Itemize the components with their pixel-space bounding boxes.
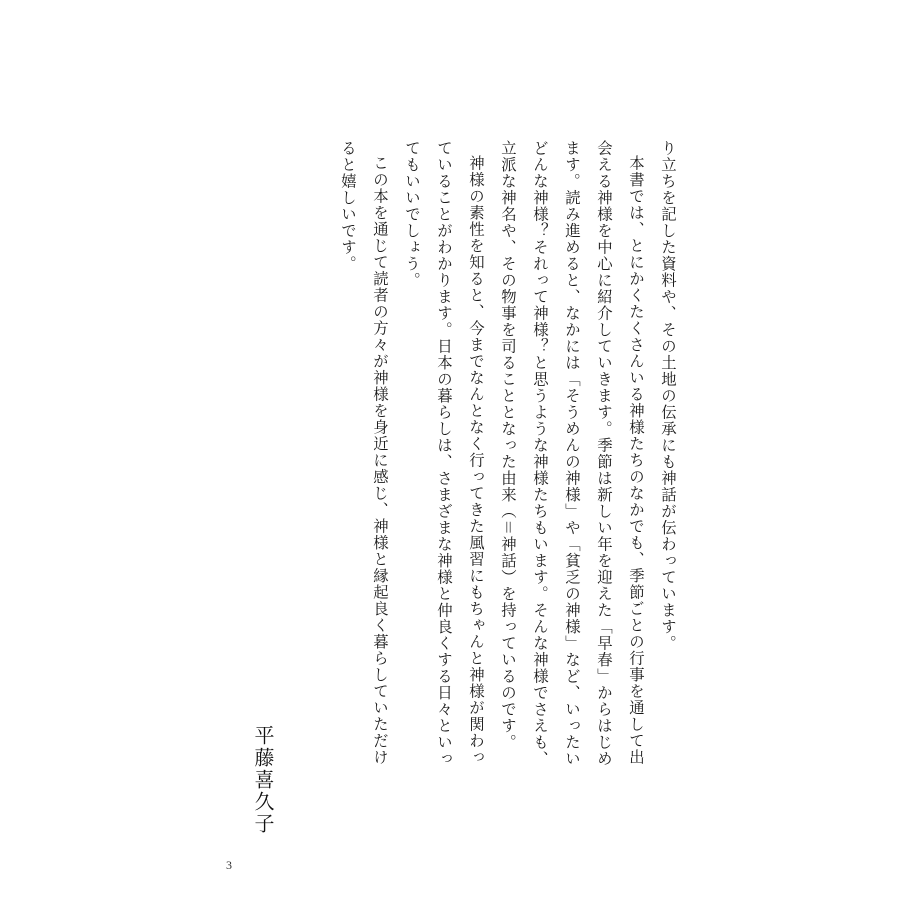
body-text [332, 140, 684, 780]
paragraph-1: り立ちを記した資料や、その土地の伝承にも神話が伝わっています。 [659, 140, 677, 652]
page-number: 3 [226, 858, 232, 872]
author-name: 平藤喜久子 [251, 725, 275, 835]
paragraph-3: 神様の素性を知ると、今までなんとなく行ってきた風習にもちゃんと神様が関わっていることがわかります。日本の暮らしは、さまざまな神様と仲良くする日々といってもいいでしょう。 [403, 140, 485, 767]
paragraph-4: この本を通じて読者の方々が神様を身近に感じ、神様と縁起良く暮らしていただけると嬉しいです。 [339, 140, 389, 766]
paragraph-2: 本書では、とにかくたくさんいる神様たちのなかでも、季節ごとの行事を通して出会える神様を中心に紹介していきます。季節は新しい年を迎えた「早春」からはじめます。読み進めると、なかには「そうめんの神様」や「貧乏の神様」など、いったいどんな神様？それって神様？と思うような神様たちもいます。そんな神様でさえも、立派な神名や、その物事を司ることとなった由来（＝神話）を持っているのです。 [499, 140, 645, 767]
